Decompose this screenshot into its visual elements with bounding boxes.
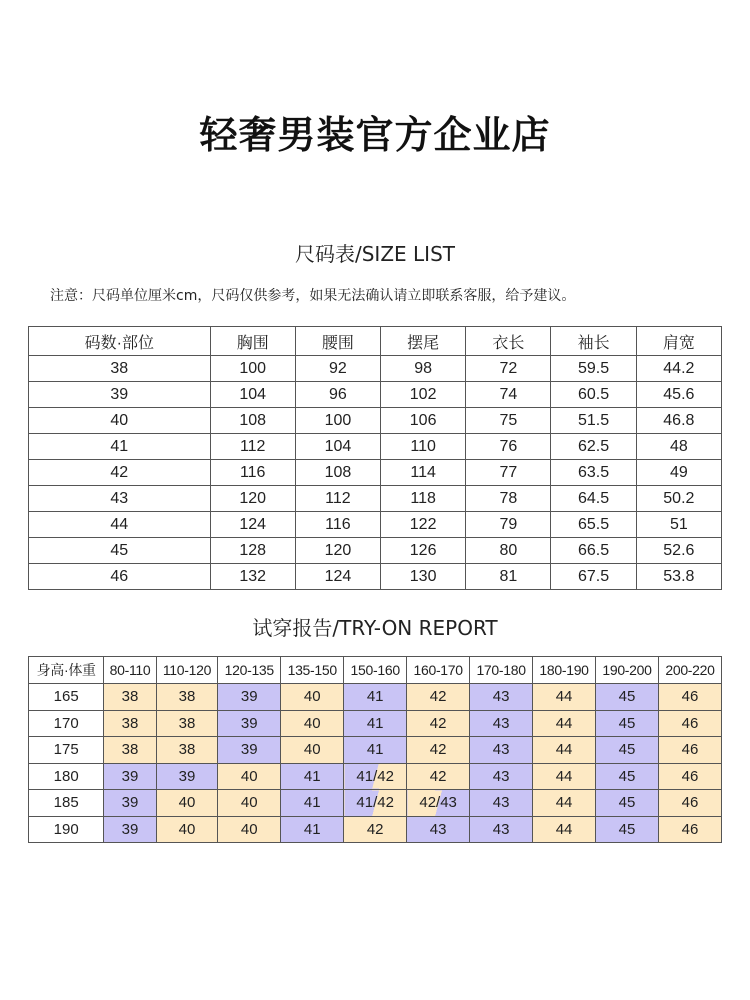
table-cell: 104 bbox=[295, 434, 380, 460]
table-cell: 108 bbox=[210, 408, 295, 434]
size-chart-header-cell: 摆尾 bbox=[381, 327, 466, 356]
size-recommendation-cell: 45 bbox=[596, 763, 659, 790]
tryon-header-cell: 110-120 bbox=[156, 657, 218, 684]
height-cell: 190 bbox=[29, 816, 104, 843]
size-recommendation-cell: 45 bbox=[596, 710, 659, 737]
size-recommendation-cell: 46 bbox=[658, 737, 721, 764]
table-row bbox=[29, 434, 722, 460]
table-cell: 104 bbox=[210, 382, 295, 408]
size-recommendation-cell: 39 bbox=[156, 763, 218, 790]
size-recommendation-cell: 41 bbox=[281, 763, 344, 790]
size-recommendation-cell: 41 bbox=[344, 737, 407, 764]
size-recommendation-cell: 38 bbox=[104, 684, 156, 711]
table-cell: 63.5 bbox=[551, 460, 636, 486]
table-cell: 44 bbox=[29, 512, 211, 538]
tryon-header-cell: 160-170 bbox=[407, 657, 470, 684]
table-row bbox=[29, 486, 722, 512]
size-recommendation-cell: 46 bbox=[658, 790, 721, 817]
table-cell: 45.6 bbox=[636, 382, 721, 408]
tryon-header-row bbox=[29, 657, 722, 684]
size-recommendation-cell: 43 bbox=[470, 737, 533, 764]
tryon-report-table bbox=[28, 656, 722, 843]
size-recommendation-cell: 42 bbox=[407, 710, 470, 737]
size-recommendation-cell: 38 bbox=[156, 684, 218, 711]
height-cell: 175 bbox=[29, 737, 104, 764]
table-cell: 72 bbox=[466, 356, 551, 382]
size-recommendation-cell: 41/42 bbox=[344, 790, 407, 817]
table-cell: 44.2 bbox=[636, 356, 721, 382]
size-chart-header-cell: 衣长 bbox=[466, 327, 551, 356]
table-cell: 126 bbox=[381, 538, 466, 564]
size-chart-header-cell: 袖长 bbox=[551, 327, 636, 356]
size-recommendation-cell: 42 bbox=[407, 684, 470, 711]
size-recommendation-cell: 44 bbox=[533, 737, 596, 764]
table-cell: 52.6 bbox=[636, 538, 721, 564]
height-cell: 165 bbox=[29, 684, 104, 711]
table-cell: 79 bbox=[466, 512, 551, 538]
size-recommendation-cell: 39 bbox=[104, 790, 156, 817]
table-cell: 120 bbox=[295, 538, 380, 564]
table-cell: 39 bbox=[29, 382, 211, 408]
size-recommendation-cell: 40 bbox=[281, 737, 344, 764]
size-recommendation-cell: 43 bbox=[470, 710, 533, 737]
table-cell: 50.2 bbox=[636, 486, 721, 512]
size-chart-header-cell: 胸围 bbox=[210, 327, 295, 356]
size-recommendation-cell: 42 bbox=[344, 816, 407, 843]
table-cell: 45 bbox=[29, 538, 211, 564]
table-cell: 60.5 bbox=[551, 382, 636, 408]
table-row bbox=[29, 382, 722, 408]
table-row bbox=[29, 790, 722, 817]
table-cell: 65.5 bbox=[551, 512, 636, 538]
table-cell: 46.8 bbox=[636, 408, 721, 434]
size-recommendation-cell: 41 bbox=[281, 790, 344, 817]
tryon-header-cell: 135-150 bbox=[281, 657, 344, 684]
table-cell: 42 bbox=[29, 460, 211, 486]
size-recommendation-cell: 45 bbox=[596, 684, 659, 711]
table-cell: 51.5 bbox=[551, 408, 636, 434]
size-chart-header-cell: 腰围 bbox=[295, 327, 380, 356]
table-cell: 102 bbox=[381, 382, 466, 408]
size-recommendation-cell: 45 bbox=[596, 816, 659, 843]
size-recommendation-cell: 40 bbox=[218, 763, 281, 790]
table-cell: 112 bbox=[210, 434, 295, 460]
table-row bbox=[29, 710, 722, 737]
size-recommendation-cell: 39 bbox=[104, 763, 156, 790]
size-chart-header-cell: 肩宽 bbox=[636, 327, 721, 356]
table-cell: 67.5 bbox=[551, 564, 636, 590]
table-cell: 80 bbox=[466, 538, 551, 564]
size-chart-header-row bbox=[29, 327, 722, 356]
table-row bbox=[29, 356, 722, 382]
height-cell: 185 bbox=[29, 790, 104, 817]
size-recommendation-cell: 40 bbox=[218, 790, 281, 817]
tryon-header-cell: 80-110 bbox=[104, 657, 156, 684]
size-recommendation-cell: 40 bbox=[218, 816, 281, 843]
table-cell: 77 bbox=[466, 460, 551, 486]
size-chart-table bbox=[28, 326, 722, 590]
table-cell: 40 bbox=[29, 408, 211, 434]
size-recommendation-cell: 43 bbox=[407, 816, 470, 843]
store-title: 轻奢男装官方企业店 bbox=[199, 113, 551, 157]
table-cell: 48 bbox=[636, 434, 721, 460]
table-cell: 49 bbox=[636, 460, 721, 486]
tryon-report-title: 试穿报告/TRY-ON REPORT bbox=[252, 616, 498, 640]
size-recommendation-cell: 44 bbox=[533, 790, 596, 817]
table-cell: 112 bbox=[295, 486, 380, 512]
table-cell: 96 bbox=[295, 382, 380, 408]
size-recommendation-cell: 43 bbox=[470, 790, 533, 817]
table-cell: 124 bbox=[210, 512, 295, 538]
size-recommendation-cell: 39 bbox=[218, 710, 281, 737]
table-cell: 124 bbox=[295, 564, 380, 590]
table-cell: 46 bbox=[29, 564, 211, 590]
table-cell: 108 bbox=[295, 460, 380, 486]
table-row bbox=[29, 737, 722, 764]
table-row bbox=[29, 684, 722, 711]
size-recommendation-cell: 46 bbox=[658, 684, 721, 711]
size-recommendation-cell: 43 bbox=[470, 816, 533, 843]
table-cell: 116 bbox=[295, 512, 380, 538]
table-cell: 81 bbox=[466, 564, 551, 590]
table-row bbox=[29, 538, 722, 564]
table-cell: 132 bbox=[210, 564, 295, 590]
table-cell: 100 bbox=[210, 356, 295, 382]
tryon-header-cell: 120-135 bbox=[218, 657, 281, 684]
table-cell: 51 bbox=[636, 512, 721, 538]
table-row bbox=[29, 763, 722, 790]
tryon-header-cell: 150-160 bbox=[344, 657, 407, 684]
size-chart-note: 注意：尺码单位厘米cm，尺码仅供参考，如果无法确认请立即联系客服，给予建议。 bbox=[50, 288, 576, 304]
size-recommendation-cell: 39 bbox=[104, 816, 156, 843]
tryon-header-cell: 200-220 bbox=[658, 657, 721, 684]
size-recommendation-cell: 44 bbox=[533, 763, 596, 790]
tryon-header-cell: 身高·体重 bbox=[29, 657, 104, 684]
size-recommendation-cell: 41/42 bbox=[344, 763, 407, 790]
table-cell: 128 bbox=[210, 538, 295, 564]
size-recommendation-cell: 41 bbox=[344, 684, 407, 711]
size-recommendation-cell: 40 bbox=[281, 684, 344, 711]
size-recommendation-cell: 38 bbox=[104, 710, 156, 737]
table-cell: 66.5 bbox=[551, 538, 636, 564]
table-row bbox=[29, 564, 722, 590]
size-recommendation-cell: 41 bbox=[344, 710, 407, 737]
size-recommendation-cell: 38 bbox=[104, 737, 156, 764]
table-row bbox=[29, 408, 722, 434]
size-recommendation-cell: 38 bbox=[156, 737, 218, 764]
table-cell: 116 bbox=[210, 460, 295, 486]
table-cell: 106 bbox=[381, 408, 466, 434]
height-cell: 180 bbox=[29, 763, 104, 790]
table-cell: 43 bbox=[29, 486, 211, 512]
table-row bbox=[29, 512, 722, 538]
size-recommendation-cell: 43 bbox=[470, 684, 533, 711]
size-recommendation-cell: 40 bbox=[156, 816, 218, 843]
table-row bbox=[29, 816, 722, 843]
table-cell: 64.5 bbox=[551, 486, 636, 512]
tryon-header-cell: 180-190 bbox=[533, 657, 596, 684]
size-chart-title: 尺码表/SIZE LIST bbox=[295, 242, 455, 266]
size-recommendation-cell: 42 bbox=[407, 737, 470, 764]
table-cell: 38 bbox=[29, 356, 211, 382]
size-recommendation-cell: 42/43 bbox=[407, 790, 470, 817]
table-cell: 78 bbox=[466, 486, 551, 512]
size-recommendation-cell: 44 bbox=[533, 710, 596, 737]
tryon-header-cell: 170-180 bbox=[470, 657, 533, 684]
table-cell: 122 bbox=[381, 512, 466, 538]
table-cell: 92 bbox=[295, 356, 380, 382]
table-cell: 62.5 bbox=[551, 434, 636, 460]
table-cell: 75 bbox=[466, 408, 551, 434]
size-recommendation-cell: 46 bbox=[658, 816, 721, 843]
size-recommendation-cell: 42 bbox=[407, 763, 470, 790]
table-cell: 59.5 bbox=[551, 356, 636, 382]
size-recommendation-cell: 39 bbox=[218, 684, 281, 711]
size-recommendation-cell: 45 bbox=[596, 790, 659, 817]
height-cell: 170 bbox=[29, 710, 104, 737]
size-recommendation-cell: 46 bbox=[658, 763, 721, 790]
table-cell: 41 bbox=[29, 434, 211, 460]
size-recommendation-cell: 40 bbox=[281, 710, 344, 737]
table-cell: 118 bbox=[381, 486, 466, 512]
table-cell: 130 bbox=[381, 564, 466, 590]
table-cell: 76 bbox=[466, 434, 551, 460]
size-recommendation-cell: 38 bbox=[156, 710, 218, 737]
table-cell: 120 bbox=[210, 486, 295, 512]
size-recommendation-cell: 44 bbox=[533, 684, 596, 711]
size-recommendation-cell: 46 bbox=[658, 710, 721, 737]
table-cell: 98 bbox=[381, 356, 466, 382]
table-cell: 114 bbox=[381, 460, 466, 486]
size-recommendation-cell: 39 bbox=[218, 737, 281, 764]
table-cell: 100 bbox=[295, 408, 380, 434]
size-chart-header-cell: 码数·部位 bbox=[29, 327, 211, 356]
table-cell: 53.8 bbox=[636, 564, 721, 590]
size-recommendation-cell: 43 bbox=[470, 763, 533, 790]
size-recommendation-cell: 45 bbox=[596, 737, 659, 764]
size-recommendation-cell: 44 bbox=[533, 816, 596, 843]
table-cell: 74 bbox=[466, 382, 551, 408]
size-recommendation-cell: 40 bbox=[156, 790, 218, 817]
tryon-header-cell: 190-200 bbox=[596, 657, 659, 684]
table-cell: 110 bbox=[381, 434, 466, 460]
table-row bbox=[29, 460, 722, 486]
size-recommendation-cell: 41 bbox=[281, 816, 344, 843]
